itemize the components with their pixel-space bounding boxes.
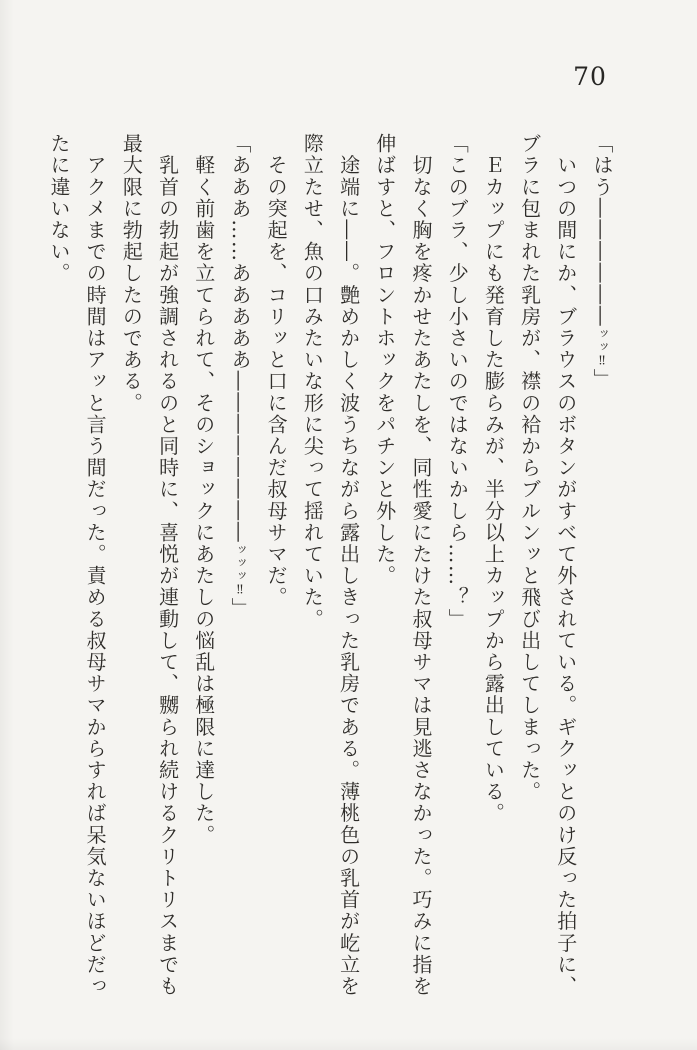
text-column (41, 133, 77, 1015)
column-text: 際立たせ、魚の口みたいな形に尖って揺れていた。 (300, 133, 325, 630)
column-text: 「あああ……あああああ―――――――― (227, 133, 252, 544)
column-text: 最大限に勃起したのである。 (119, 133, 144, 414)
text-column (77, 133, 113, 1015)
text-column (584, 133, 620, 1015)
text-column (367, 133, 403, 1015)
column-text: ブラに包まれた乳房が、襟の袷からブルンッと飛び出してしまった。 (517, 133, 542, 803)
column-text: 途端に――。艶めかしく波うちながら露出しきった乳房である。薄桃色の乳首が屹立を (336, 133, 361, 997)
text-column (330, 133, 366, 1015)
column-text: その突起を、コリッと口に含んだ叔母サマだ。 (264, 133, 289, 609)
page-number: 70 (573, 62, 607, 91)
body-text (41, 133, 620, 1015)
column-text: 切なく胸を疼かせたあたしを、同性愛にたけた叔母サマは見逃さなかった。巧みに指を (408, 133, 433, 997)
column-text: 軽く前歯を立てられて、そのショックにあたしの悩乱は極限に達した。 (191, 133, 216, 846)
column-small-text: ッッッ‼ (232, 543, 247, 598)
text-column (222, 133, 258, 1015)
column-tail: 」 (227, 597, 252, 620)
column-text: 「このブラ、少し小さいのではないかしら……？」 (445, 133, 470, 630)
text-column (149, 133, 185, 1015)
text-column (548, 133, 584, 1015)
column-text: Ｅカップにも発育した膨らみが、半分以上カップから露出している。 (481, 133, 506, 825)
column-text: 伸ばすと、フロントホックをパチンと外した。 (372, 133, 397, 587)
column-text: たに違いない。 (46, 133, 71, 285)
text-column (439, 133, 475, 1015)
column-tail: 」 (590, 368, 614, 391)
text-column (511, 133, 547, 1015)
column-text: いつの間にか、ブラウスのボタンがすべて外されている。ギクッとのけ反った拍子に、 (553, 133, 578, 997)
text-column (475, 133, 511, 1015)
column-small-text: ッッ‼ (595, 327, 609, 369)
column-text: 乳首の勃起が強調されるのと同時に、喜悦が連動して、嬲られ続けるクリトリスまでも (155, 133, 180, 997)
text-column (294, 133, 330, 1015)
text-column (403, 133, 439, 1015)
text-column (186, 133, 222, 1015)
column-text: アクメまでの時間はアッと言う間だった。責める叔母サマからすれば呆気ないほどだっ (83, 133, 108, 997)
column-text: 「はう―――――― (590, 133, 614, 328)
text-column (113, 133, 149, 1015)
text-column (258, 133, 294, 1015)
